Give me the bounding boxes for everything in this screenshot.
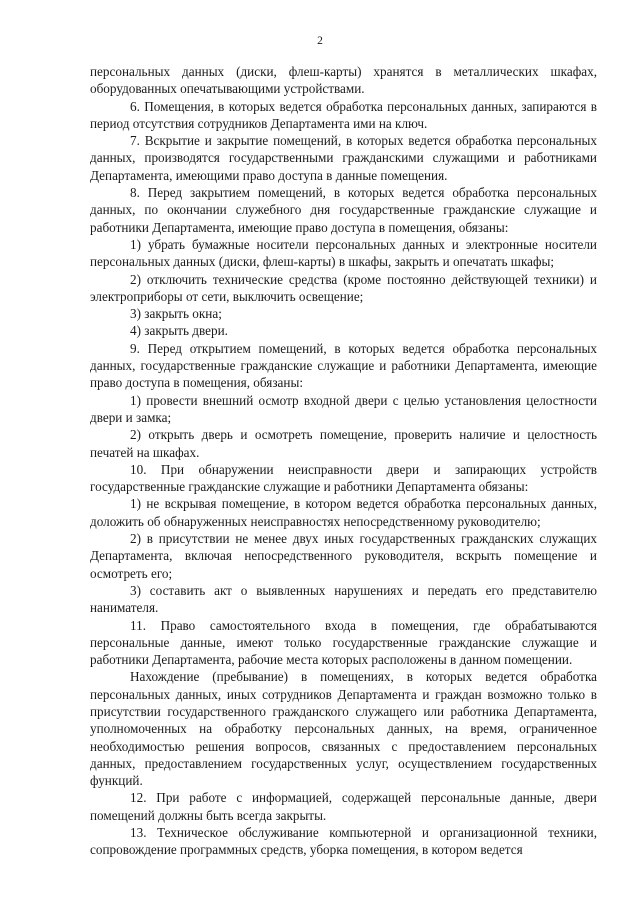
paragraph: 11. Право самостоятельного входа в помещения, где обрабатываются персональные данные, имеют только государственные гражданские служащие и работники Департамента, рабочие места которых расположены в данном помещении.: [90, 617, 597, 668]
paragraph: 6. Помещения, в которых ведется обработка персональных данных, запираются в период отсутствия сотрудников Департамента ими на ключ.: [90, 98, 597, 131]
paragraph: 7. Вскрытие и закрытие помещений, в которых ведется обработка персональных данных, производятся государственными гражданскими служащими и работниками Департамента, имеющими право доступа в данные помещения.: [90, 133, 597, 183]
paragraph: 1) убрать бумажные носители персональных данных и электронные носители персональных данных (диски, флеш-карты) в шкафы, закрыть и опечатать шкафы;: [90, 236, 597, 270]
paragraph: Нахождение (пребывание) в помещениях, в которых ведется обработка персональных данных, иных сотрудников Департамента и граждан возможно только в присутствии государственного гражданского служащего или работника Департамента, уполномоченных на обработку персональных данных, на время, ограниченное необходимостью решения вопросов, связанных с предоставлением персональных данных, предоставлением государственных услуг, осуществлением государственных функций.: [90, 669, 597, 789]
paragraph: персональных данных (диски, флеш-карты) хранятся в металлических шкафах, оборудованных опечатывающими устройствами.: [90, 64, 597, 97]
paragraph: 10. При обнаружении неисправности двери и запирающих устройств государственные гражданские служащие и работники Департамента обязаны:: [90, 461, 597, 495]
paragraph: 13. Техническое обслуживание компьютерной и организационной техники, сопровождение программных средств, уборка помещения, в котором ведется: [90, 825, 597, 858]
paragraph: 3) составить акт о выявленных нарушениях и передать его представителю нанимателя.: [90, 582, 597, 616]
page-number: 2: [317, 35, 323, 47]
paragraph: 3) закрыть окна;: [130, 306, 222, 322]
paragraph: 4) закрыть двери.: [130, 323, 228, 339]
paragraph: 2) в присутствии не менее двух иных государственных гражданских служащих Департамента, включая непосредственного руководителя, вскрыть помещение и осмотреть его;: [90, 531, 597, 581]
paragraph: 8. Перед закрытием помещений, в которых ведется обработка персональных данных, по окончании служебного дня государственные гражданские служащие и работники Департамента, имеющие право доступа в помещения, обязаны:: [90, 185, 597, 235]
paragraph: 2) открыть дверь и осмотреть помещение, проверить наличие и целостность печатей на шкафах.: [90, 427, 597, 460]
paragraph: 9. Перед открытием помещений, в которых ведется обработка персональных данных, государственные гражданские служащие и работники Департамента, имеющие право доступа в помещения, обязаны:: [90, 340, 597, 391]
document-body: [90, 63, 597, 859]
paragraph: 12. При работе с информацией, содержащей персональные данные, двери помещений должны быть всегда закрыты.: [90, 790, 597, 823]
paragraph: 2) отключить технические средства (кроме постоянно действующей техники) и электроприборы от сети, выключить освещение;: [90, 271, 597, 304]
paragraph: 1) провести внешний осмотр входной двери с целью установления целостности двери и замка;: [90, 392, 597, 425]
paragraph: 1) не вскрывая помещение, в котором ведется обработка персональных данных, доложить об обнаруженных неисправностях непосредственному руководителю;: [90, 496, 597, 529]
